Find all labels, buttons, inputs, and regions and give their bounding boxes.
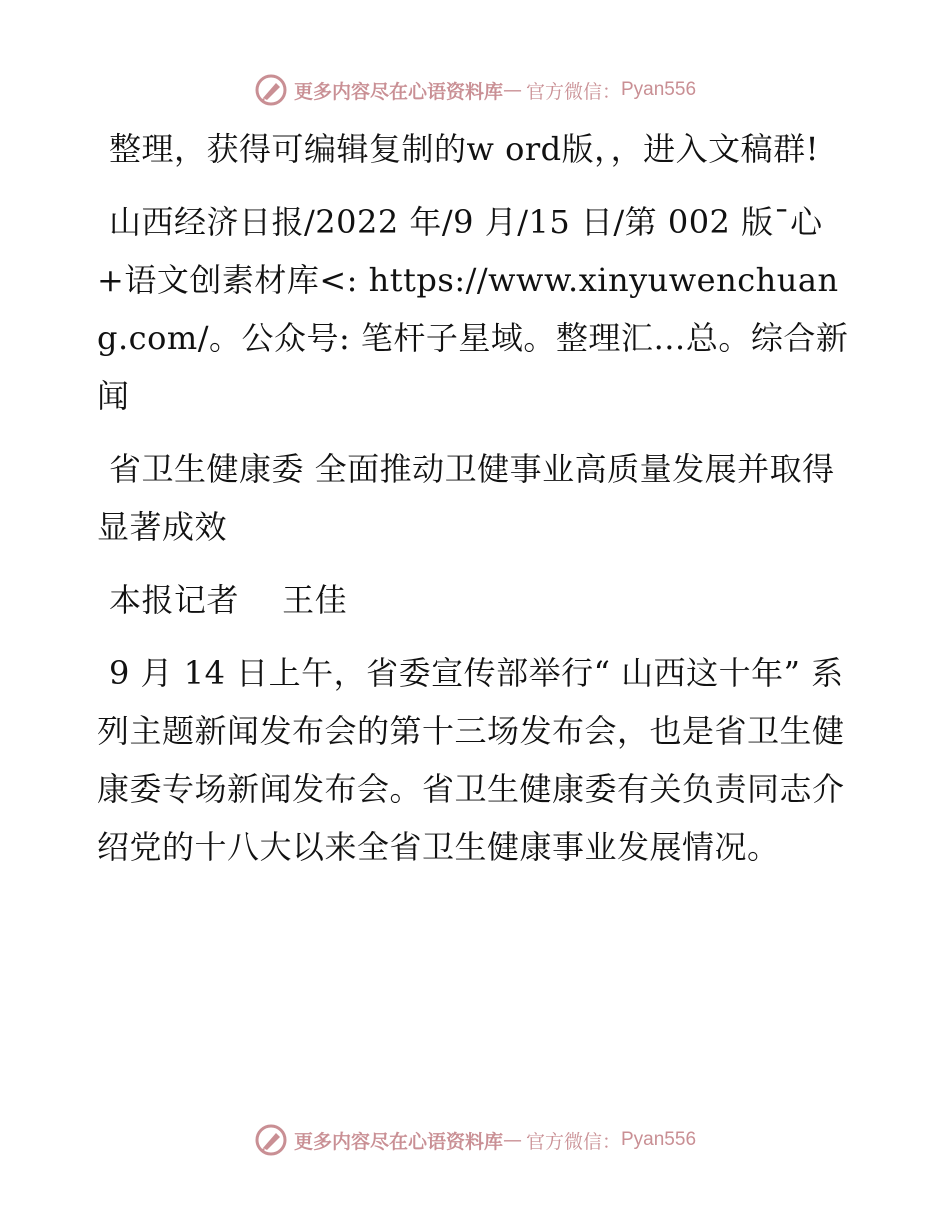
watermark-separator: — (502, 79, 522, 101)
reporter-byline: 本报记者 王佳 (109, 581, 348, 619)
intro-paragraph: 整理，获得可编辑复制的w ord版，，进入文稿群! (109, 130, 819, 168)
watermark-brand: 更多内容尽在心语资料库 (293, 1130, 503, 1153)
article-headline: 省卫生健康委 全面推动卫健事业高质量发展并取得显著成效 (97, 450, 835, 546)
body-paragraph: 9 月 14 日上午，省委宣传部举行“ 山西这十年” 系列主题新闻发布会的第十三场发布会，也是省卫生健康委专场新闻发布会。省卫生健康委有关负责同志介绍党的十八大以来全省卫生健康事业发展情况。 (97, 654, 845, 866)
watermark-separator: — (502, 1129, 522, 1151)
pen-nib-seal-icon (254, 1123, 288, 1157)
footer-watermark (0, 1120, 950, 1160)
watermark-brand: 更多内容尽在心语资料库 (293, 80, 503, 103)
watermark-wechat-label: 官方微信： (525, 80, 621, 103)
document-body (97, 120, 852, 891)
watermark-wechat-label: 官方微信： (525, 1130, 621, 1153)
watermark-wechat-id: Pyan556 (621, 79, 697, 100)
header-watermark (0, 70, 950, 110)
watermark-wechat-id: Pyan556 (621, 1129, 697, 1150)
pen-nib-seal-icon (254, 73, 288, 107)
source-paragraph: 山西经济日报/2022 年/9 月/15 日/第 002 版¯心+语文创素材库<: https://www.xinyuwenchuang.com/。公众号: 笔杆子星域。整理汇…总。综合新闻 (97, 203, 849, 415)
